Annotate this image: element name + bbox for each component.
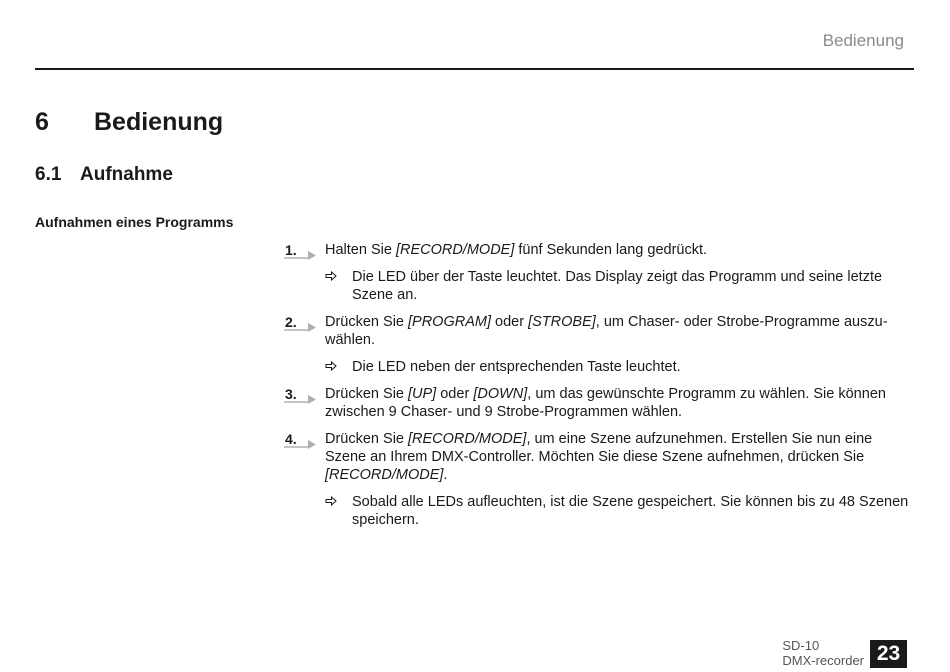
step-number: 3. [285, 386, 297, 402]
step-number: 2. [285, 314, 297, 330]
step-number: 4. [285, 431, 297, 447]
step-text: Drücken Sie [PROGRAM] oder [STROBE], um Chaser- oder Strobe-Programme auszuwählen. [325, 314, 888, 348]
step-item [284, 313, 914, 349]
step-text: Drücken Sie [RECORD/MODE], um eine Szene aufzunehmen. Erstellen Sie nun eine Szene an Ihrem DMX-Controller. Möchten Sie diese Szene aufnehmen, drücken Sie [RECORD/MODE]. [325, 431, 873, 483]
result-arrow-icon [325, 496, 337, 506]
step-marker [284, 241, 318, 261]
result-arrow-icon [325, 271, 337, 281]
step-arrow-icon [284, 319, 318, 333]
footer-model: SD-10 [782, 638, 820, 653]
step-arrow-icon [284, 391, 318, 405]
step-marker [284, 313, 318, 333]
section-title: Aufnahme [80, 164, 173, 185]
chapter-number: 6 [35, 108, 49, 136]
step-text: Halten Sie [RECORD/MODE] fünf Sekunden lang gedrückt. [325, 242, 708, 258]
header-divider [35, 68, 914, 70]
chapter-title: Bedienung [94, 108, 224, 136]
result-text: Die LED neben der entsprechenden Taste leuchtet. [352, 359, 681, 375]
step-item [284, 385, 914, 421]
section-number: 6.1 [35, 164, 62, 185]
result-arrow-icon [325, 361, 337, 371]
running-header: Bedienung [822, 31, 904, 50]
result-item [284, 358, 914, 376]
footer-product: DMX-recorder [782, 653, 864, 668]
section-heading [35, 164, 173, 186]
subheading: Aufnahmen eines Programms [35, 214, 234, 230]
chapter-heading [35, 108, 223, 137]
instruction-list [284, 241, 914, 538]
step-arrow-icon [284, 436, 318, 450]
result-text: Die LED über der Taste leuchtet. Das Display zeigt das Programm und seine letzte Szene an. [352, 269, 883, 303]
step-marker [284, 430, 318, 450]
footer-product-info [782, 638, 864, 668]
step-text: Drücken Sie [UP] oder [DOWN], um das gewünschte Programm zu wählen. Sie können zwischen 9 Chaser- und 9 Strobe-Programmen wählen. [325, 386, 886, 420]
step-arrow-icon [284, 247, 318, 261]
step-item [284, 241, 914, 259]
page-number-badge: 23 [870, 640, 907, 668]
result-item [284, 493, 914, 529]
step-item [284, 430, 914, 484]
result-item [284, 268, 914, 304]
step-number: 1. [285, 242, 297, 258]
result-text: Sobald alle LEDs aufleuchten, ist die Szene gespeichert. Sie können bis zu 48 Szenen speichern. [352, 494, 909, 528]
step-marker [284, 385, 318, 405]
